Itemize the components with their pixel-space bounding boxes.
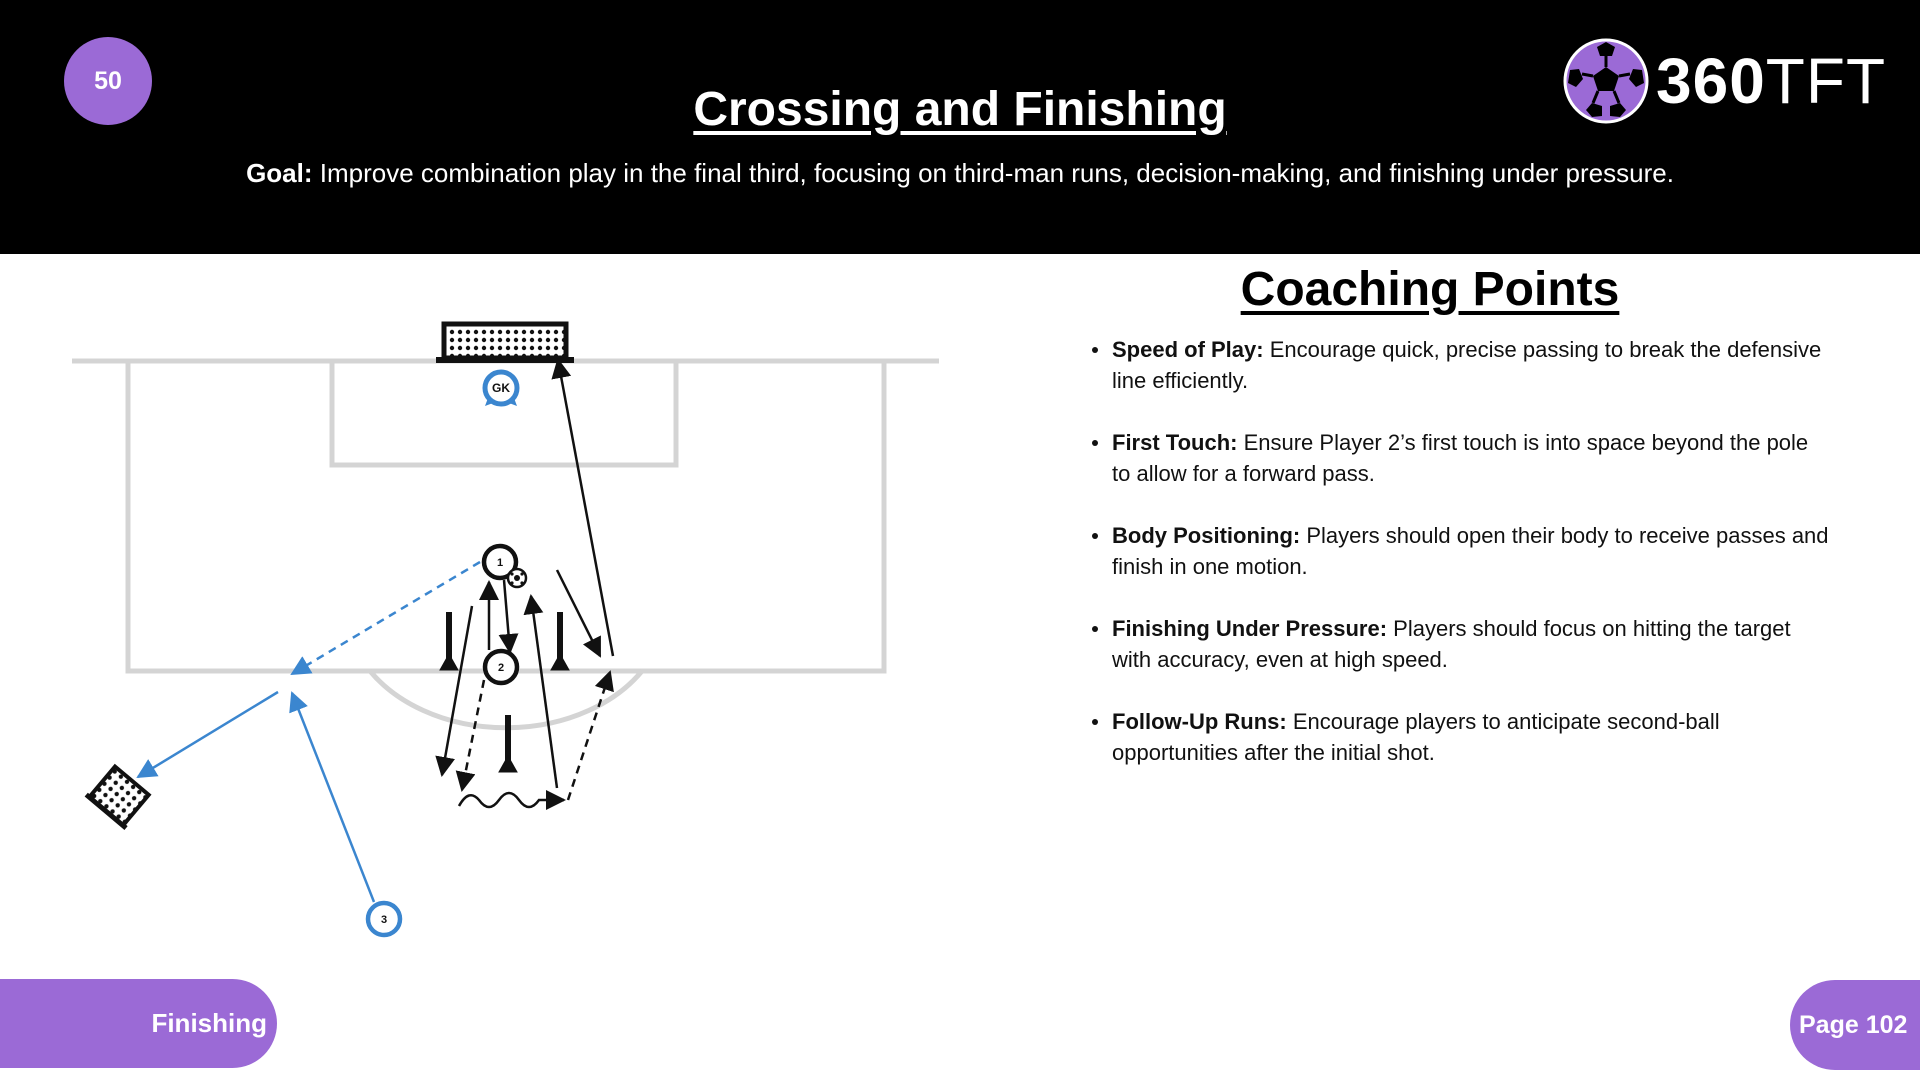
- list-item: [1112, 427, 1832, 489]
- point-title: Follow-Up Runs:: [1112, 709, 1287, 734]
- brand-name-bold: 360: [1656, 45, 1766, 117]
- soccer-ball-icon: [1562, 37, 1650, 125]
- player-3: [368, 903, 400, 935]
- drill-number-badge: 50: [64, 37, 152, 125]
- player-2-label: 2: [497, 662, 505, 674]
- main-goal: [436, 324, 574, 360]
- brand-name: [1656, 44, 1886, 118]
- list-item: [1112, 334, 1832, 396]
- page-title: Crossing and Finishing: [693, 83, 1227, 136]
- page-number-tab: Page 102: [1790, 980, 1920, 1070]
- gk-label: GK: [492, 381, 510, 395]
- list-item: [1112, 520, 1832, 582]
- goalkeeper: [485, 372, 517, 406]
- player-2: [485, 651, 517, 683]
- coaching-points-list: [1088, 334, 1832, 799]
- list-item: [1112, 706, 1832, 768]
- brand-logo: [1562, 36, 1886, 126]
- point-text: Players should focus on hitting the target with accuracy, even at high speed.: [1112, 616, 1791, 672]
- point-title: Finishing Under Pressure:: [1112, 616, 1388, 641]
- point-title: First Touch:: [1112, 430, 1238, 455]
- point-title: Speed of Play:: [1112, 337, 1264, 362]
- section-tab: Finishing: [0, 979, 277, 1068]
- list-item: [1112, 613, 1832, 675]
- player-3-label: 3: [380, 914, 388, 926]
- point-text: Encourage players to anticipate second-ball opportunities after the initial shot.: [1112, 709, 1720, 765]
- brand-name-light: TFT: [1765, 45, 1887, 117]
- poles: [440, 612, 569, 772]
- point-text: Encourage quick, precise passing to break the defensive line efficiently.: [1112, 337, 1822, 393]
- ball-icon: [508, 569, 526, 587]
- movement-lines: [138, 360, 613, 902]
- point-title: Body Positioning:: [1112, 523, 1301, 548]
- point-text: Players should open their body to receive passes and finish in one motion.: [1112, 523, 1829, 579]
- goal-text: [0, 158, 1920, 189]
- drill-diagram: [0, 254, 1040, 994]
- player-1-label: 1: [496, 557, 504, 569]
- goal-description: Improve combination play in the final third, focusing on third-man runs, decision-making, and finishing under pressure.: [312, 158, 1674, 188]
- goal-label: Goal:: [246, 158, 313, 188]
- header-band: [0, 0, 1920, 254]
- coaching-points-title: Coaching Points: [1240, 263, 1620, 316]
- point-text: Ensure Player 2’s first touch is into space beyond the pole to allow for a forward pass.: [1112, 430, 1809, 486]
